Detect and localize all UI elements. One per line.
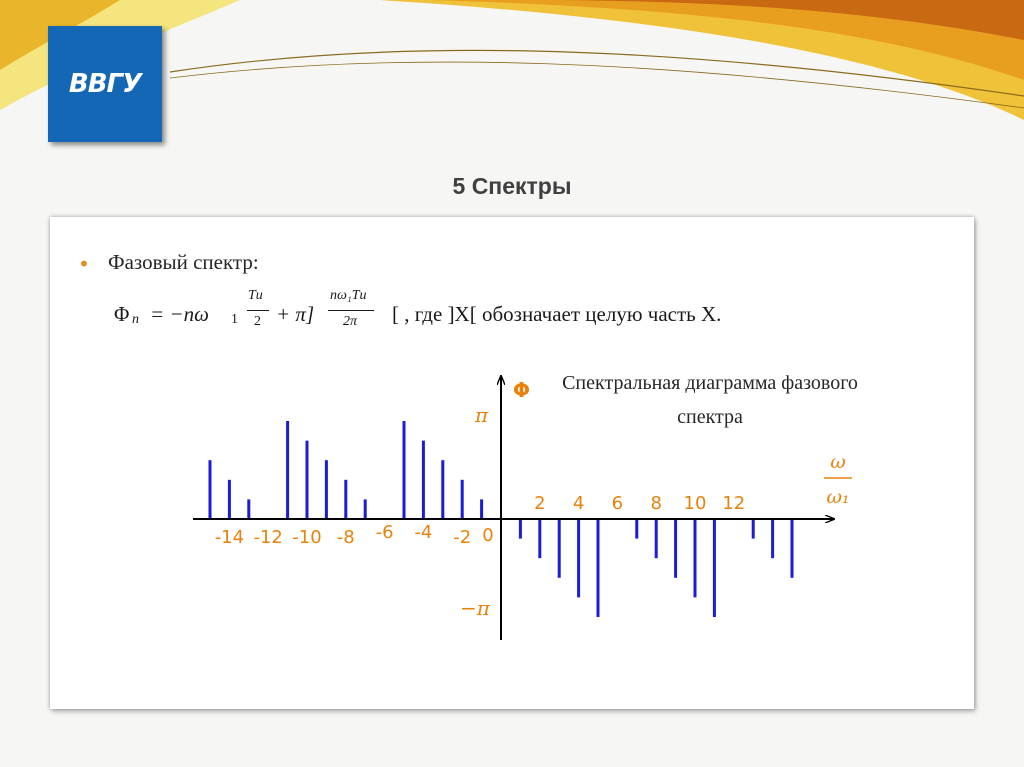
y-tick-pi: π (475, 403, 489, 427)
x-tick-label: -2 (453, 527, 472, 548)
formula-eq: = −nω (150, 302, 209, 326)
frac2-denominator: 2π (343, 314, 358, 329)
logo-text: ВВГУ (68, 69, 142, 99)
x-tick-label: 12 (722, 493, 746, 514)
x-tick-label: -8 (336, 527, 355, 548)
frac1-denominator: 2 (254, 314, 261, 329)
bullet-dot-icon: • (78, 252, 90, 276)
page-title: 5 Спектры (452, 173, 572, 199)
chart-title: Спектральная диаграмма фазового спектра (562, 372, 858, 428)
formula-lhs-sub: n (132, 312, 139, 327)
y-tick-neg-pi: −π (460, 596, 490, 620)
x-tick-label: -14 (214, 527, 245, 548)
x-tick-label: 4 (572, 493, 585, 514)
frac2-numerator: nω₁Tи (330, 288, 367, 303)
x-tick-label: -4 (414, 522, 433, 543)
x-tick-label: 0 (482, 525, 494, 546)
x-axis-label-denominator: ω₁ (826, 486, 850, 508)
formula-tail: [ , где ]X[ обозначает целую часть X. (392, 302, 722, 326)
formula-lhs: Φ (114, 302, 130, 326)
x-axis-label-numerator: ω (830, 451, 846, 473)
formula-eq-sub: 1 (231, 312, 238, 327)
x-tick-label: 2 (534, 493, 546, 514)
y-axis-label: Φ (513, 378, 531, 402)
x-tick-label: -6 (375, 522, 394, 543)
x-tick-label: -12 (253, 527, 283, 548)
frac1-numerator: Tи (248, 288, 263, 303)
x-tick-label: 8 (650, 493, 662, 514)
x-tick-label: 10 (683, 493, 707, 514)
x-tick-label: -10 (292, 527, 322, 548)
x-tick-label: 6 (611, 493, 624, 514)
formula-plus: + π] (276, 302, 315, 326)
bullet-text: Фазовый спектр: (108, 250, 259, 274)
